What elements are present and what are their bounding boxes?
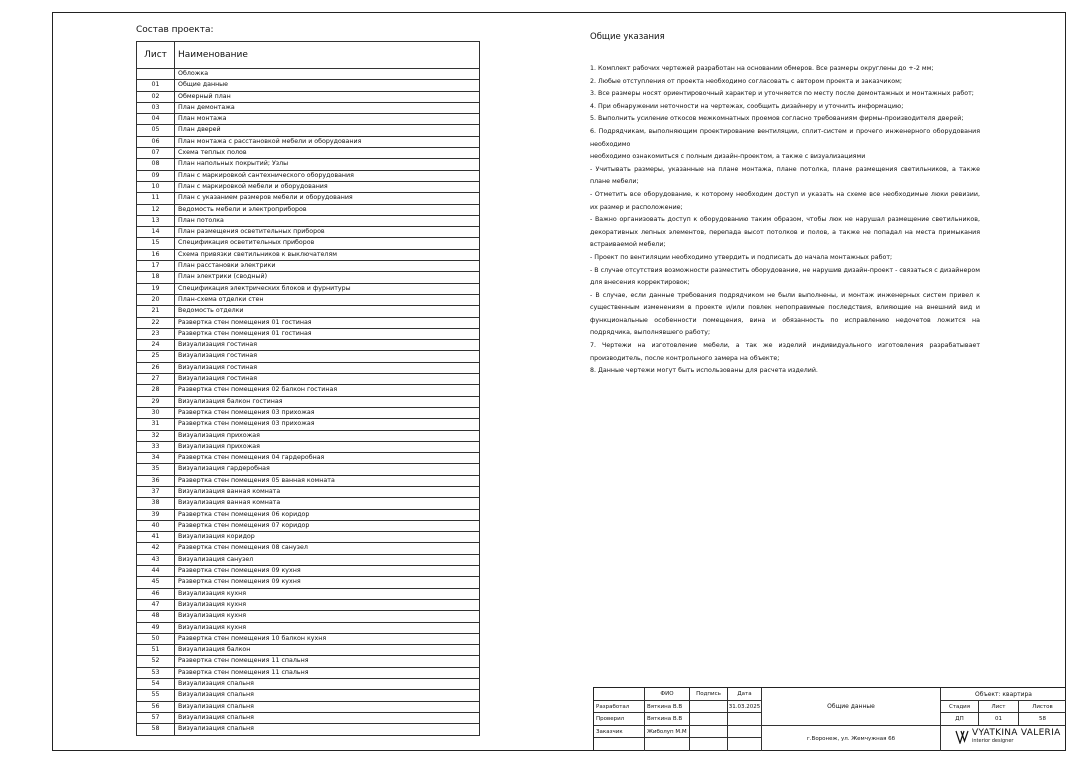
toc-sheet-number: 36 bbox=[137, 475, 175, 486]
note-paragraph: 5. Выполнить усиление откосов межкомнатных проемов согласно требованиям фирмы-производителя дверей; bbox=[590, 115, 964, 123]
toc-sheet-number bbox=[137, 69, 175, 80]
toc-header-num: Лист bbox=[137, 42, 175, 69]
stamp-header-sheet: Лист bbox=[979, 701, 1019, 713]
toc-sheet-name: Визуализация прихожая bbox=[175, 430, 480, 441]
toc-sheet-number: 14 bbox=[137, 227, 175, 238]
toc-sheet-number: 33 bbox=[137, 441, 175, 452]
stamp-stage: ДП bbox=[941, 713, 979, 726]
toc-sheet-number: 28 bbox=[137, 385, 175, 396]
toc-row bbox=[137, 430, 480, 441]
toc-sheet-number: 17 bbox=[137, 261, 175, 272]
toc-row bbox=[137, 588, 480, 599]
toc-sheet-number: 29 bbox=[137, 396, 175, 407]
toc-sheet-name: Визуализация кухня bbox=[175, 622, 480, 633]
toc-sheet-number: 48 bbox=[137, 611, 175, 622]
toc-row bbox=[137, 724, 480, 735]
note-paragraph: необходимо ознакомиться с полным дизайн-проектом, а также с визуализациями bbox=[590, 153, 866, 161]
stamp-sheets: 58 bbox=[1019, 713, 1066, 726]
toc-sheet-number: 37 bbox=[137, 486, 175, 497]
toc-sheet-number: 13 bbox=[137, 215, 175, 226]
toc-sheet-number: 02 bbox=[137, 91, 175, 102]
toc-row bbox=[137, 622, 480, 633]
toc-sheet-number: 08 bbox=[137, 159, 175, 170]
stamp-role-checker: Проверил bbox=[594, 713, 645, 726]
toc-sheet-name: План-схема отделки стен bbox=[175, 294, 480, 305]
toc-row bbox=[137, 385, 480, 396]
toc-sheet-number: 53 bbox=[137, 667, 175, 678]
toc-row bbox=[137, 249, 480, 260]
note-paragraph: 7. Чертежи на изготовление мебели, а так же изделий индивидуального изготовления разрабатывает производитель, после контрольного замера на объекте; bbox=[590, 342, 980, 362]
toc-sheet-number: 58 bbox=[137, 724, 175, 735]
toc-row bbox=[137, 701, 480, 712]
note-paragraph: - В случае отсутствия возможности разместить оборудование, не нарушив дизайн-проект - связаться с дизайнером для внесения корректировок; bbox=[590, 266, 980, 287]
toc-sheet-number: 11 bbox=[137, 193, 175, 204]
stamp-address: г.Воронеж, ул. Жемчужная 6б bbox=[762, 726, 941, 751]
toc-sheet-number: 23 bbox=[137, 328, 175, 339]
stamp-date: 31.03.2025 bbox=[728, 701, 762, 713]
toc-sheet-name: Визуализация балкон bbox=[175, 645, 480, 656]
toc-row bbox=[137, 69, 480, 80]
notes-title: Общие указания bbox=[590, 32, 665, 42]
toc-header-name: Наименование bbox=[175, 42, 480, 69]
toc-sheet-name: Визуализация гостиная bbox=[175, 362, 480, 373]
toc-row bbox=[137, 272, 480, 283]
toc-sheet-name: Развертка стен помещения 01 гостиная bbox=[175, 328, 480, 339]
toc-sheet-number: 34 bbox=[137, 453, 175, 464]
stamp-role-customer: Заказчик bbox=[594, 726, 645, 738]
toc-sheet-number: 46 bbox=[137, 588, 175, 599]
toc-sheet-name: Развертка стен помещения 09 кухня bbox=[175, 566, 480, 577]
toc-row bbox=[137, 407, 480, 418]
toc-sheet-number: 47 bbox=[137, 599, 175, 610]
toc-sheet-name: План размещения осветительных приборов bbox=[175, 227, 480, 238]
toc-sheet-name: Схема теплых полов bbox=[175, 148, 480, 159]
note-paragraph: 4. При обнаружении неточности на чертежах, сообщить дизайнеру и уточнить информацию; bbox=[590, 102, 904, 110]
toc-sheet-number: 55 bbox=[137, 690, 175, 701]
toc-sheet-name: Визуализация прихожая bbox=[175, 441, 480, 452]
toc-sheet-name: Визуализация спальня bbox=[175, 712, 480, 723]
toc-row bbox=[137, 80, 480, 91]
toc-sheet-name: Визуализация ванная комната bbox=[175, 486, 480, 497]
toc-row bbox=[137, 306, 480, 317]
toc-sheet-name: Визуализация спальня bbox=[175, 701, 480, 712]
toc-sheet-number: 25 bbox=[137, 351, 175, 362]
toc-sheet-name: План расстановки электрики bbox=[175, 261, 480, 272]
toc-row bbox=[137, 159, 480, 170]
toc-row bbox=[137, 498, 480, 509]
toc-row bbox=[137, 633, 480, 644]
toc-sheet-name: Визуализация коридор bbox=[175, 532, 480, 543]
toc-row bbox=[137, 181, 480, 192]
toc-row bbox=[137, 102, 480, 113]
toc-row bbox=[137, 283, 480, 294]
toc-sheet-number: 12 bbox=[137, 204, 175, 215]
toc-sheet-name: Визуализация гостиная bbox=[175, 374, 480, 385]
toc-sheet-number: 54 bbox=[137, 679, 175, 690]
toc-sheet-name: План монтажа с расстановкой мебели и оборудования bbox=[175, 136, 480, 147]
toc-row bbox=[137, 453, 480, 464]
stamp-header-date: Дата bbox=[728, 688, 762, 701]
logo-subtitle: interior designer bbox=[972, 738, 1014, 744]
toc-row bbox=[137, 441, 480, 452]
toc-sheet-name: Визуализация кухня bbox=[175, 611, 480, 622]
toc-sheet-number: 10 bbox=[137, 181, 175, 192]
toc-sheet-name: Развертка стен помещения 03 прихожая bbox=[175, 407, 480, 418]
toc-sheet-number: 21 bbox=[137, 306, 175, 317]
toc-row bbox=[137, 509, 480, 520]
toc-sheet-number: 24 bbox=[137, 340, 175, 351]
toc-sheet-name: Визуализация спальня bbox=[175, 690, 480, 701]
toc-sheet-name: Развертка стен помещения 02 балкон гостиная bbox=[175, 385, 480, 396]
toc-row bbox=[137, 114, 480, 125]
toc-sheet-number: 22 bbox=[137, 317, 175, 328]
note-paragraph: - Важно организовать доступ к оборудованию таким образом, чтобы люк не нарушал размещение светильников, декоративных лепных элементов, перепада высот потолков и полов, а также не попадал на места примыкания встраиваемой мебели; bbox=[590, 216, 980, 249]
toc-row bbox=[137, 125, 480, 136]
toc-sheet-number: 30 bbox=[137, 407, 175, 418]
logo-mark-icon bbox=[955, 730, 969, 744]
toc-sheet-name: Визуализация гостиная bbox=[175, 351, 480, 362]
logo-name: VYATKINA VALERIA bbox=[972, 728, 1061, 738]
toc-sheet-number: 01 bbox=[137, 80, 175, 91]
toc-sheet-number: 27 bbox=[137, 374, 175, 385]
toc-sheet-number: 40 bbox=[137, 520, 175, 531]
toc-sheet-number: 03 bbox=[137, 102, 175, 113]
toc-sheet-name: Визуализация спальня bbox=[175, 724, 480, 735]
toc-sheet-name: Визуализация кухня bbox=[175, 588, 480, 599]
toc-row bbox=[137, 170, 480, 181]
toc-sheet-name: План монтажа bbox=[175, 114, 480, 125]
toc-sheet-name: Схема привязки светильников к выключателям bbox=[175, 249, 480, 260]
toc-sheet-number: 43 bbox=[137, 554, 175, 565]
toc-row bbox=[137, 227, 480, 238]
toc-sheet-name: План электрики (сводный) bbox=[175, 272, 480, 283]
toc-row bbox=[137, 645, 480, 656]
toc-row bbox=[137, 554, 480, 565]
note-paragraph: - В случае, если данные требования подрядчиком не были выполнены, и монтаж инженерных систем привел к существенным изменениям в проекте и/или повлек непоправимые последствия, влияющие на внешний вид и функциональные особенности помещения, вина и обязанность по исправлению недочетов ложится на подрядчика, выполнявшего работу; bbox=[590, 291, 980, 337]
toc-row bbox=[137, 599, 480, 610]
toc-sheet-number: 31 bbox=[137, 419, 175, 430]
stamp-object: Объект: квартира bbox=[941, 688, 1066, 701]
toc-row bbox=[137, 543, 480, 554]
toc-sheet-name: План дверей bbox=[175, 125, 480, 136]
toc-sheet-number: 06 bbox=[137, 136, 175, 147]
toc-sheet-number: 26 bbox=[137, 362, 175, 373]
toc-sheet-number: 57 bbox=[137, 712, 175, 723]
toc-sheet-name: Визуализация кухня bbox=[175, 599, 480, 610]
note-paragraph: 3. Все размеры носят ориентировочный характер и уточняется по месту после демонтажных и монтажных работ; bbox=[590, 90, 974, 98]
note-paragraph: - Отметить все оборудование, к которому необходим доступ и указать на схеме все необходимые люки ревизии, их размер и расположение; bbox=[590, 190, 980, 211]
toc-sheet-name: Визуализация гостиная bbox=[175, 340, 480, 351]
toc-row bbox=[137, 667, 480, 678]
note-paragraph: 8. Данные чертежи могут быть использованы для расчета изделий. bbox=[590, 367, 818, 375]
toc-sheet-number: 19 bbox=[137, 283, 175, 294]
stamp-header-sheets: Листов bbox=[1019, 701, 1066, 713]
toc-sheet-number: 39 bbox=[137, 509, 175, 520]
toc-row bbox=[137, 464, 480, 475]
toc-sheet-number: 09 bbox=[137, 170, 175, 181]
toc-row bbox=[137, 566, 480, 577]
note-paragraph: - Учитывать размеры, указанные на плане монтажа, плане потолка, плане размещения светильников, а также плане мебели; bbox=[590, 165, 980, 186]
toc-row bbox=[137, 656, 480, 667]
toc-sheet-number: 45 bbox=[137, 577, 175, 588]
toc-sheet-number: 38 bbox=[137, 498, 175, 509]
stamp-name-developer: Вяткина В.В bbox=[645, 701, 690, 713]
toc-sheet-name: Общие данные bbox=[175, 80, 480, 91]
stamp-sheet-title: Общие данные bbox=[762, 688, 941, 726]
note-paragraph: 2. Любые отступления от проекта необходимо согласовать с автором проекта и заказчиком; bbox=[590, 77, 902, 85]
toc-sheet-name: План с маркировкой мебели и оборудования bbox=[175, 181, 480, 192]
note-paragraph: 6. Подрядчикам, выполняющим проектирование вентиляции, сплит-систем и прочего инженерного оборудования необходимо bbox=[590, 127, 980, 148]
toc-sheet-name: Развертка стен помещения 11 спальня bbox=[175, 667, 480, 678]
toc-sheet-name: Спецификация электрических блоков и фурнитуры bbox=[175, 283, 480, 294]
toc-row bbox=[137, 294, 480, 305]
stamp-header-fio: ФИО bbox=[645, 688, 690, 701]
toc-sheet-name: Развертка стен помещения 11 спальня bbox=[175, 656, 480, 667]
toc-sheet-name: Развертка стен помещения 04 гардеробная bbox=[175, 453, 480, 464]
toc-row bbox=[137, 215, 480, 226]
toc-sheet-number: 41 bbox=[137, 532, 175, 543]
toc-sheet-number: 16 bbox=[137, 249, 175, 260]
toc-sheet-number: 07 bbox=[137, 148, 175, 159]
toc-row bbox=[137, 419, 480, 430]
toc-sheet-name: Ведомость отделки bbox=[175, 306, 480, 317]
toc-row bbox=[137, 148, 480, 159]
designer-logo bbox=[955, 729, 1061, 744]
toc-row bbox=[137, 577, 480, 588]
toc-sheet-name: Визуализация гардеробная bbox=[175, 464, 480, 475]
stamp-header-stage: Стадия bbox=[941, 701, 979, 713]
toc-sheet-number: 32 bbox=[137, 430, 175, 441]
toc-row bbox=[137, 193, 480, 204]
toc-row bbox=[137, 690, 480, 701]
toc-sheet-name: Визуализация спальня bbox=[175, 679, 480, 690]
toc-title: Состав проекта: bbox=[136, 25, 214, 35]
toc-sheet-name: Спецификация осветительных приборов bbox=[175, 238, 480, 249]
toc-row bbox=[137, 340, 480, 351]
toc-row bbox=[137, 362, 480, 373]
toc-row bbox=[137, 520, 480, 531]
toc-row bbox=[137, 475, 480, 486]
toc-row bbox=[137, 679, 480, 690]
toc-row bbox=[137, 486, 480, 497]
toc-row bbox=[137, 317, 480, 328]
toc-sheet-number: 20 bbox=[137, 294, 175, 305]
toc-sheet-name: Развертка стен помещения 03 прихожая bbox=[175, 419, 480, 430]
toc-row bbox=[137, 238, 480, 249]
toc-sheet-number: 51 bbox=[137, 645, 175, 656]
toc-row bbox=[137, 204, 480, 215]
toc-sheet-name: Развертка стен помещения 05 ванная комната bbox=[175, 475, 480, 486]
stamp-role-developer: Разработал bbox=[594, 701, 645, 713]
toc-row bbox=[137, 532, 480, 543]
toc-row bbox=[137, 91, 480, 102]
note-paragraph: - Проект по вентиляции необходимо утвердить и подписать до начала монтажных работ; bbox=[590, 253, 893, 261]
toc-sheet-name: Развертка стен помещения 07 коридор bbox=[175, 520, 480, 531]
toc-sheet-name: Развертка стен помещения 09 кухня bbox=[175, 577, 480, 588]
toc-row bbox=[137, 396, 480, 407]
toc-sheet-name: Развертка стен помещения 01 гостиная bbox=[175, 317, 480, 328]
stamp-name-checker: Вяткина В.В bbox=[645, 713, 690, 726]
stamp-sheet: 01 bbox=[979, 713, 1019, 726]
toc-sheet-number: 42 bbox=[137, 543, 175, 554]
toc-row bbox=[137, 374, 480, 385]
toc-sheet-number: 15 bbox=[137, 238, 175, 249]
stamp-name-customer: Жиболуп М.М bbox=[645, 726, 690, 738]
toc-sheet-name: Визуализация санузел bbox=[175, 554, 480, 565]
toc-sheet-name: Ведомость мебели и электроприборов bbox=[175, 204, 480, 215]
toc-sheet-name: План потолка bbox=[175, 215, 480, 226]
toc-sheet-name: Развертка стен помещения 08 санузел bbox=[175, 543, 480, 554]
toc-sheet-name: Развертка стен помещения 10 балкон кухня bbox=[175, 633, 480, 644]
toc-row bbox=[137, 261, 480, 272]
toc-sheet-number: 44 bbox=[137, 566, 175, 577]
toc-sheet-name: Визуализация балкон гостиная bbox=[175, 396, 480, 407]
toc-sheet-name: План с маркировкой сантехнического оборудования bbox=[175, 170, 480, 181]
toc-sheet-number: 49 bbox=[137, 622, 175, 633]
toc-sheet-number: 52 bbox=[137, 656, 175, 667]
toc-sheet-number: 18 bbox=[137, 272, 175, 283]
toc-sheet-name: План демонтажа bbox=[175, 102, 480, 113]
toc-row bbox=[137, 611, 480, 622]
general-notes bbox=[590, 63, 980, 378]
toc-sheet-name: Визуализация ванная комната bbox=[175, 498, 480, 509]
toc-sheet-name: Обмерный план bbox=[175, 91, 480, 102]
toc-sheet-number: 35 bbox=[137, 464, 175, 475]
toc-sheet-number: 05 bbox=[137, 125, 175, 136]
toc-sheet-name: План напольных покрытий; Узлы bbox=[175, 159, 480, 170]
toc-sheet-number: 04 bbox=[137, 114, 175, 125]
toc-row bbox=[137, 328, 480, 339]
toc-row bbox=[137, 136, 480, 147]
toc-sheet-number: 50 bbox=[137, 633, 175, 644]
note-paragraph: 1. Комплект рабочих чертежей разработан на основании обмеров. Все размеры округлены до +-2 мм; bbox=[590, 65, 934, 72]
toc-sheet-name: План с указанием размеров мебели и оборудования bbox=[175, 193, 480, 204]
toc-sheet-number: 56 bbox=[137, 701, 175, 712]
toc-sheet-name: Обложка bbox=[175, 69, 480, 80]
stamp-header-sign: Подпись bbox=[690, 688, 728, 701]
toc-row bbox=[137, 712, 480, 723]
toc-row bbox=[137, 351, 480, 362]
toc-sheet-name: Развертка стен помещения 06 коридор bbox=[175, 509, 480, 520]
toc-table bbox=[136, 41, 480, 736]
